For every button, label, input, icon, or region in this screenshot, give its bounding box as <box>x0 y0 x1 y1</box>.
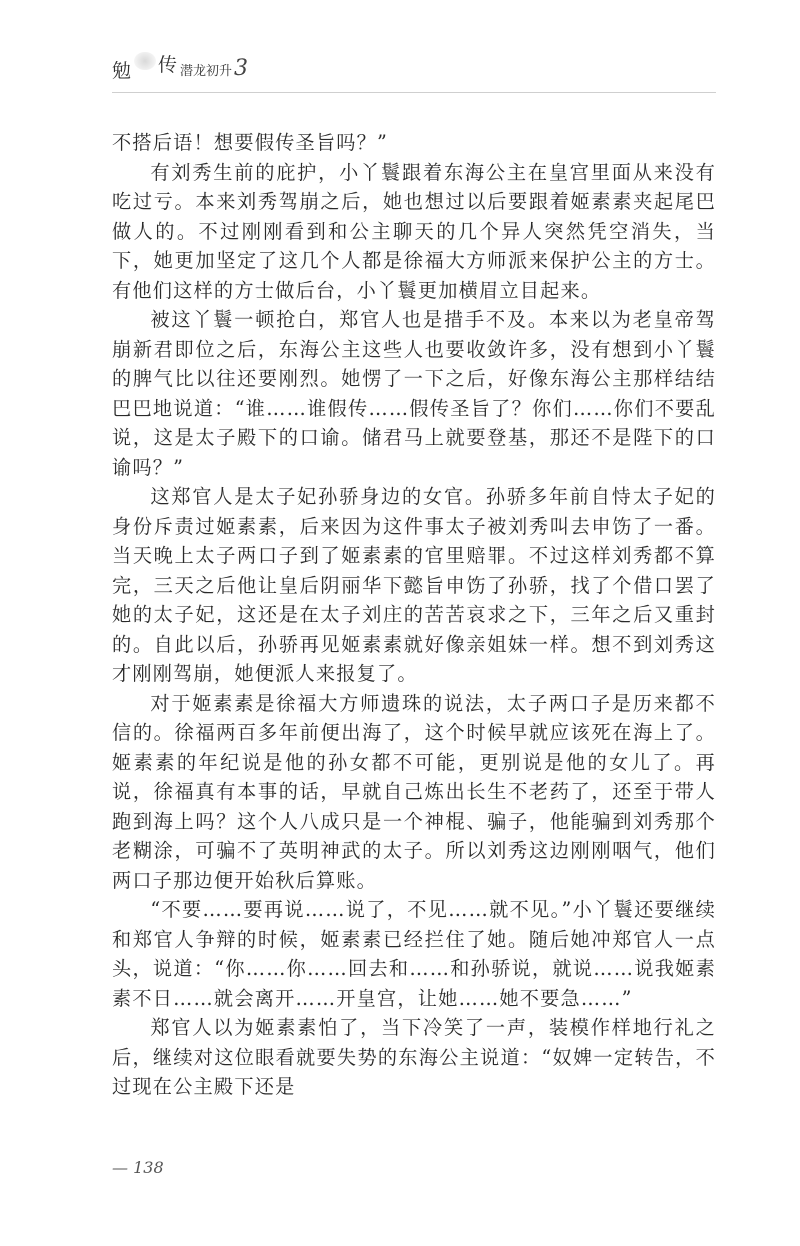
paragraph: 郑官人以为姬素素怕了，当下冷笑了一声，装模作样地行礼之后，继续对这位眼看就要失势的东海公主说道：“奴婢一定转告，不过现在公主殿下还是 <box>112 1016 716 1098</box>
paragraph: 这郑官人是太子妃孙骄身边的女官。孙骄多年前自恃太子妃的身份斥责过姬素素，后来因为这件事太子被刘秀叫去申饬了一番。当天晚上太子两口子到了姬素素的官里赔罪。不过这样刘秀都不算完，三天之后他让皇后阴丽华下懿旨申饬了孙骄，找了个借口罢了她的太子妃，这还是在太子刘庄的苦苦哀求之下，三年之后又重封的。自此以后，孙骄再见姬素素就好像亲姐妹一样。想不到刘秀这才刚刚驾崩，她便派人来报复了。 <box>112 485 716 685</box>
paragraph: 有刘秀生前的庇护，小丫鬟跟着东海公主在皇宫里面从来没有吃过亏。本来刘秀驾崩之后，她也想过以后要跟着姬素素夹起尾巴做人的。不过刚刚看到和公主聊天的几个异人突然凭空消失，当下，她更加坚定了这几个人都是徐福大方师派来保护公主的方士。有他们这样的方士做后台，小丫鬟更加横眉立目起来。 <box>112 160 716 302</box>
book-title-char-1: 勉 <box>112 60 134 82</box>
book-title-char-2: 传 <box>158 54 180 76</box>
paragraph: 被这丫鬟一顿抢白，郑官人也是措手不及。本来以为老皇帝驾崩新君即位之后，东海公主这些人也要收敛许多，没有想到小丫鬟的脾气比以往还要刚烈。她愣了一下之后，好像东海公主那样结结巴巴地说道：“谁……谁假传……假传圣旨了？你们……你们不要乱说，这是太子殿下的口谕。储君马上就要登基，那还不是陛下的口谕吗？” <box>112 308 716 479</box>
paragraph: 对于姬素素是徐福大方师遗珠的说法，太子两口子是历来都不信的。徐福两百多年前便出海了，这个时候早就应该死在海上了。姬素素的年纪说是他的孙女都不可能，更别说是他的女儿了。再说，徐福真有本事的话，早就自己炼出长生不老药了，还至于带人跑到海上吗？这个人八成只是一个神棍、骗子，他能骗到刘秀那个老糊涂，可骗不了英明神武的太子。所以刘秀这边刚刚咽气，他们两口子那边便开始秋后算账。 <box>112 691 716 892</box>
paragraph: 不搭后语！想要假传圣旨吗？” <box>112 131 389 154</box>
volume-number: 3 <box>234 56 248 81</box>
running-header <box>112 50 712 100</box>
page-body <box>112 128 716 1102</box>
page-number: — 138 <box>112 1158 164 1177</box>
paragraph: “不要……要再说……说了，不见……就不见。”小丫鬟还要继续和郑官人争辩的时候，姬素素已经拦住了她。随后她冲郑官人一点头，说道：“你……你……回去和……和孙骄说，就说……说我姬素素不日……就会离开……开皇宫，让她……她不要急……” <box>112 898 716 1010</box>
header-divider <box>112 92 716 93</box>
ornament-icon <box>134 52 156 70</box>
book-subtitle: 潜龙初升 <box>180 64 233 79</box>
